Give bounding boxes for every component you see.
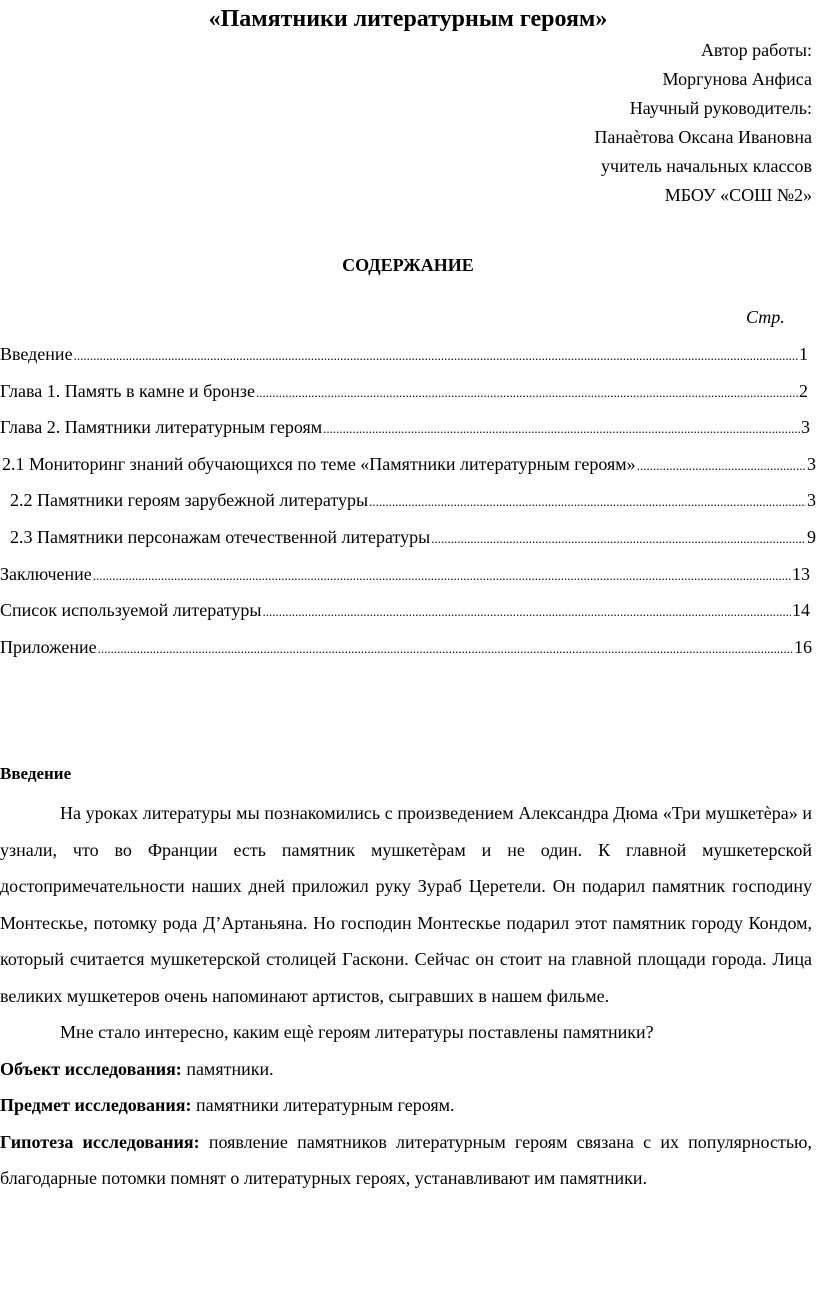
toc-item-label: Список используемой литературы [0,600,262,621]
research-object-text: памятники. [181,1058,274,1079]
toc-leader-dots [431,526,806,552]
supervisor-name: Панаѐтова Оксана Ивановна [594,127,812,147]
research-object [0,1051,812,1088]
author-name: Моргунова Анфиса [662,69,812,89]
toc-item-bibliography [0,597,816,634]
toc-item-page: 1 [799,344,808,364]
author-label: Автор работы: [700,40,812,60]
toc-item-page: 3 [807,490,816,511]
introduction-paragraph: На уроках литературы мы познакомились с произведением Александра Дюма «Три мушкетѐра» и узнали, что во Франции есть памятник мушкетѐрам и не один. К главной мушкетерской достопримечательности наших дней приложил руку Зураб Церетели. Он подарил памятник господину Монтескье, потомку рода Д’Артаньяна. Но господин Монтескье подарил этот памятник городу Кондом, который считается мушкетерской столицей Гаскони. Сейчас он стоит на главной площади города. Лица великих мушкетеров очень напоминают артистов, сыгравших в нашем фильме. [0,803,812,1006]
toc-item-label: Глава 1. Память в камне и бронзе [0,380,256,401]
toc-item-page: 13 [792,563,810,584]
toc-leader-dots [98,636,793,662]
toc-leader-dots [369,489,806,515]
toc-item-label: Приложение [0,636,97,657]
research-subject-text: памятники литературным героям. [191,1095,455,1115]
toc-item-label: Глава 2. Памятники литературным героям [0,417,323,438]
introduction-section [0,761,812,1197]
toc-leader-dots [637,453,806,479]
toc-item-label: Введение [0,344,73,364]
toc-leader-dots [93,563,791,589]
author-block [594,36,812,210]
toc-item-label: Заключение [0,563,92,584]
toc-item-chapter-1 [0,378,816,415]
toc-item-page: 14 [792,600,810,621]
toc-leader-dots [323,416,800,442]
toc-heading: СОДЕРЖАНИЕ [342,255,474,275]
research-hypothesis-label: Гипотеза исследования: [0,1131,200,1152]
introduction-heading: Введение [0,764,72,783]
toc-leader-dots [256,380,798,406]
toc-leader-dots [262,599,791,625]
toc-item-page: 3 [801,417,810,438]
toc-page-label: Стр. [746,307,785,327]
research-hypothesis [0,1124,812,1197]
document-title: «Памятники литературным героям» [208,6,608,32]
supervisor-label: Научный руководитель: [629,98,812,118]
research-hypothesis-text: появление памятников литературным героям связана с их популярностью, благодарные потомки помнят о литературных героях, устанавливают им памятники. [0,1131,813,1188]
toc-leader-dots [74,343,798,369]
research-question: Мне стало интересно, каким ещѐ героям литературы поставлены памятники? [60,1022,654,1042]
research-subject-label: Предмет исследования: [0,1095,192,1115]
toc-item-page: 2 [799,380,808,401]
supervisor-position: учитель начальных классов [601,156,812,176]
toc-item-chapter-2 [0,414,816,451]
toc-item-appendix [0,634,816,671]
table-of-contents [0,341,816,670]
toc-item-label: 2.3 Памятники персонажам отечественной литературы [10,526,431,547]
toc-item-conclusion [0,561,816,598]
research-subject [0,1087,812,1124]
toc-item-introduction [0,341,816,378]
research-object-label: Объект исследования: [0,1058,182,1079]
toc-item-label: 2.2 Памятники героям зарубежной литературы [10,490,369,511]
school-name: МБОУ «СОШ №2» [664,185,812,205]
toc-item-page: 9 [807,526,816,547]
toc-item-section-2-2 [0,487,816,524]
toc-item-section-2-1 [0,451,816,488]
toc-item-label: 2.1 Мониторинг знаний обучающихся по теме «Памятники литературным героям» [2,453,636,474]
toc-item-section-2-3 [0,524,816,561]
toc-item-page: 3 [807,453,816,474]
toc-item-page: 16 [794,636,812,657]
